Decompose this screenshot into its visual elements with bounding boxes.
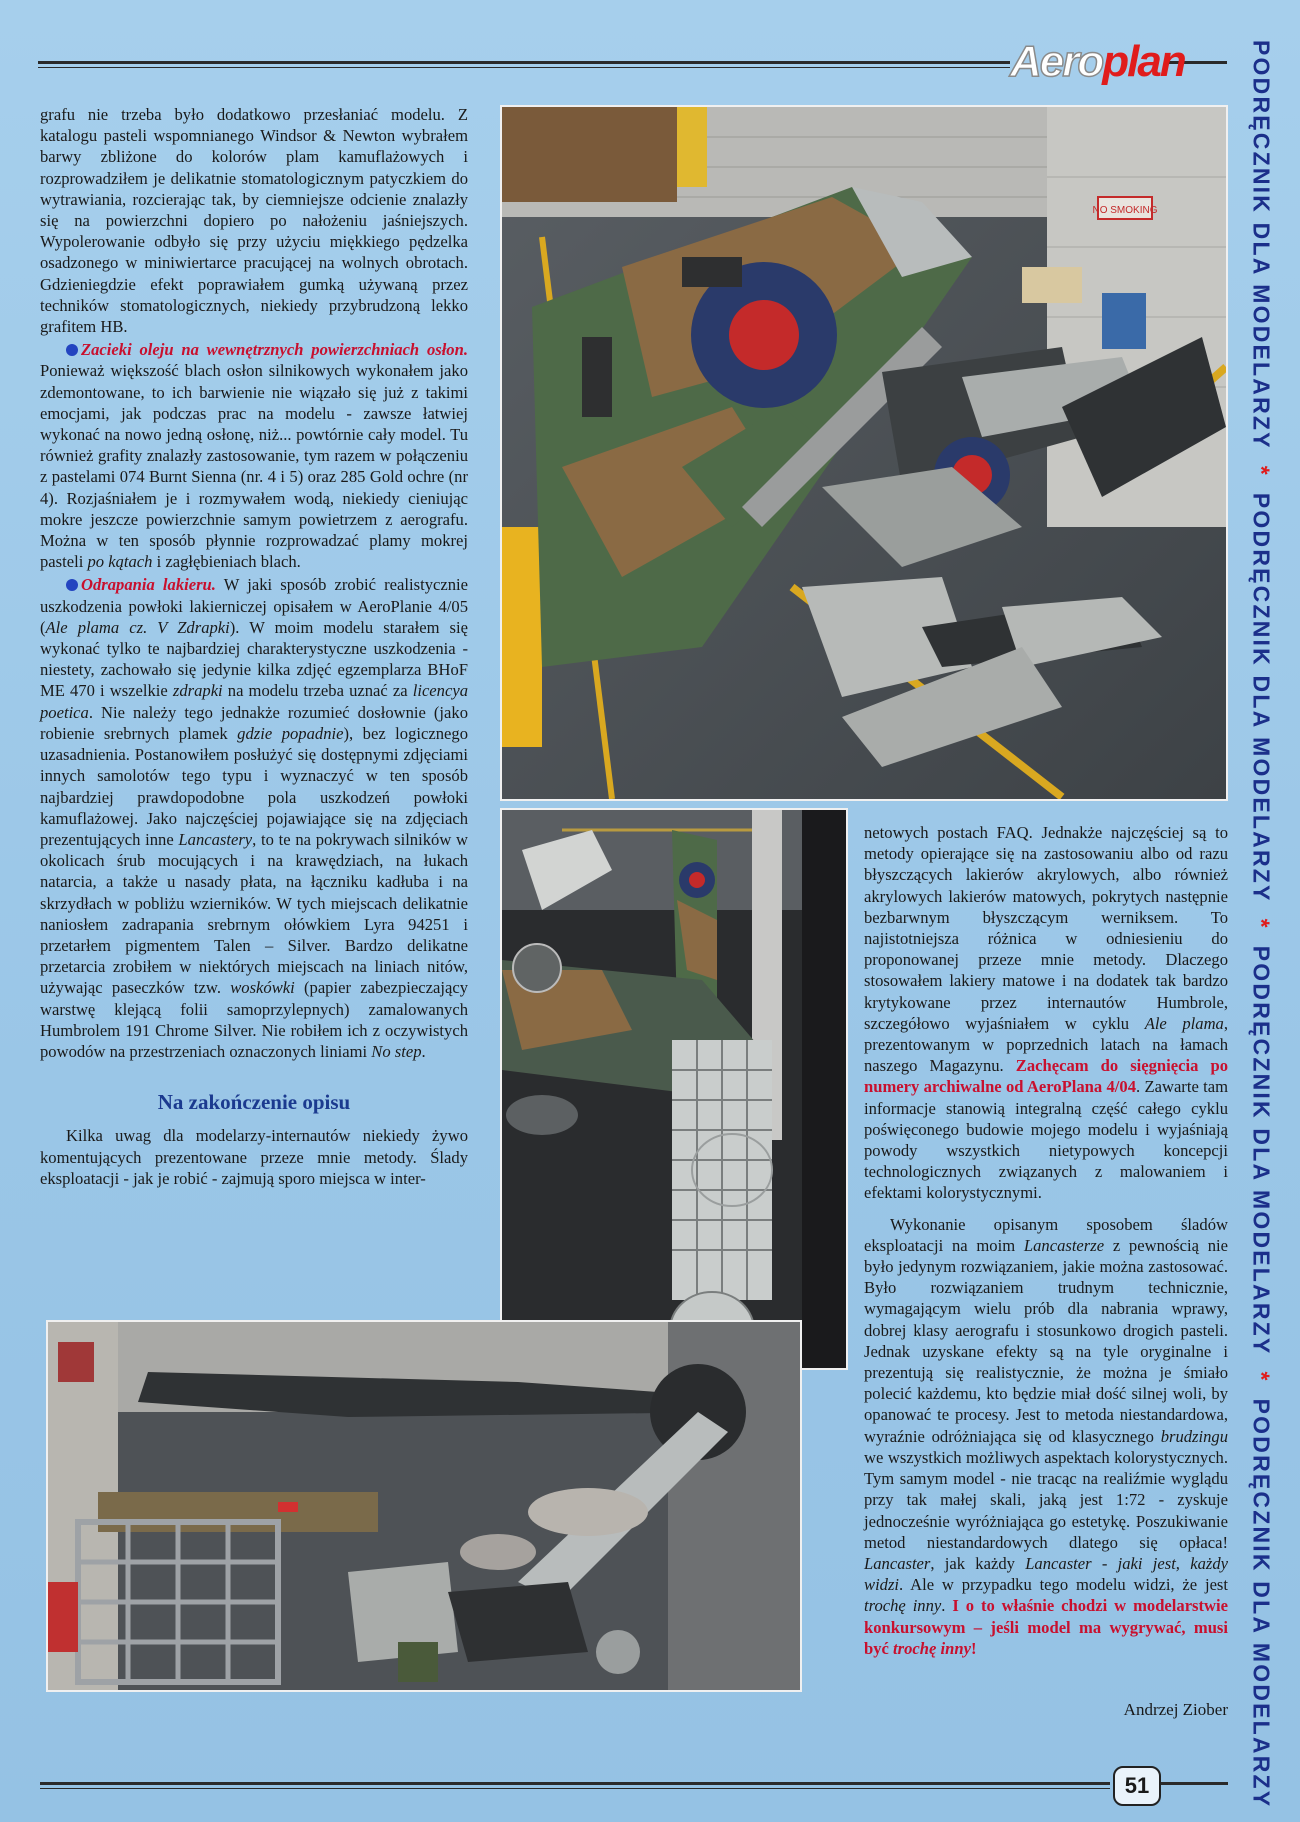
footer-rule-right	[1160, 1782, 1228, 1785]
photo-engine-equipment	[46, 1320, 802, 1692]
aeroplan-logo: Aeroplan	[1010, 37, 1185, 86]
page-number: 51	[1113, 1766, 1161, 1806]
section-heading: Odrapania lakieru.	[81, 575, 216, 595]
bullet-icon	[66, 344, 78, 356]
paragraph: grafu nie trzeba było dodatkowo przesłaniać modelu. Z katalogu pasteli wspomnianego Windsor & Newton wybrałem barwy zbliżone do kolorów plam kamuflażowych i rozprowadziłem je delikatnie stomatologicznym patyczkiem do wytrawiania, rozcierając tak, by ciemniejsze odcienie znalazły się na powierzchni dopiero po nałożeniu jaśniejszych. Wypolerowanie odbyło się przy użyciu miękkiego pędzelka osadzonego w miniwiertarce pracującej na wolnych obrotach. Gdzieniegdzie efekt poprawiałem gumką używaną przez techników stomatologicznych, niekiedy przybrudzoną lekko grafitem HB.	[40, 105, 468, 337]
section-heading: Zacieki oleju na wewnętrznych powierzchniach osłon.	[81, 340, 468, 360]
bullet-icon	[66, 579, 78, 591]
photo-wing-hangar-image	[502, 107, 1226, 799]
author-name: Andrzej Ziober	[1123, 1700, 1228, 1719]
header-rule-thin	[38, 67, 1010, 68]
sidebar-banner	[1236, 30, 1286, 1820]
no-smoking-sign: NO SMOKING	[1092, 205, 1158, 216]
photo-wing-skeleton	[500, 808, 848, 1370]
right-column	[864, 822, 1228, 1659]
paragraph: Kilka uwag dla modelarzy-internautów niekiedy żywo komentujących prezentowane przeze mnie metody. Ślady eksploatacji - jak je robić - zajmują sporo miejsca w inter-	[40, 1126, 468, 1188]
photo-wing-hangar	[500, 105, 1228, 801]
paragraph: Odrapania lakieru. W jaki sposób zrobić realistycznie uszkodzenia powłoki lakierniczej opisałem w AeroPlanie 4/05 (Ale plama cz. V Zdrapki). W moim modelu starałem się wykonać tylko te najbardziej charakterystyczne uszkodzenia - niestety, zachowało się jedynie kilka zdjęć egzemplarza BHoF ME 470 i wszelkie zdrapki na modelu trzeba uznać za licencya poetica. Nie należy tego jednakże rozumieć dosłownie (jako robienie srebrnych plamek gdzie popadnie), bez logicznego uzasadnienia. Postanowiłem posłużyć się dostępnymi zdjęciami innych samolotów tego typu i wyznaczyć w ten sposób najbardziej prawdopodobne pola uszkodzeń powłoki kamuflażowej. Jako najczęściej pojawiające się na zdjęciach prezentujących inne Lancastery, to te na pokrywach silników w okolicach śrub mocujących i na krawędziach, na łukach natarcia, a także u nasady płata, na łączniku kadłuba i na skrzydłach w pobliżu wzierników. W tych miejscach delikatnie naniosłem zadrapania srebrnym ołówkiem Lyra 94251 i przetarłem pigmentem Talen – Silver. Bardzo delikatne przetarcia zrobiłem w niektórych miejscach na liniach nitów, używając paseczków tzw. woskówki (papier zabezpieczający warstwę klejącą folii samoprzylepnych) zamalowanych Humbrolem 191 Chrome Silver. Nie robiłem ich z oczywistych powodów na przestrzeniach oznaczonych liniami No step.	[40, 575, 468, 1061]
header-rule	[38, 61, 1010, 64]
left-column	[40, 104, 468, 1189]
paragraph: Wykonanie opisanym sposobem śladów eksploatacji na moim Lancasterze z pewnością nie było jedynym rozwiązaniem, jakie można zastosować. Było rozwiązaniem trudnym technicznie, wymagającym wielu prób dla nabrania wprawy, dobrej klasy aerografu i stosunkowo drogich pasteli. Jednak uzyskane efekty są na tyle oryginalne i prezentują się realistycznie, że można je śmiało polecić każdemu, kto będzie miał dość silnej woli, by opanować te procesy. Jest to metoda niestandardowa, wyraźnie odróżniająca się od klasycznego brudzingu we wszystkich możliwych aspektach kolorystycznych. Tym samym model - nie tracąc na realiźmie wyglądu przy tak małej skali, jaką jest 1:72 - zyskuje jednocześnie wyróżniająca go estetykę. Poszukiwanie metod niestandardowych dlatego się opłaca! Lancaster, jak każdy Lancaster - jaki jest, każdy widzi. Ale w przypadku tego modelu widzi, że jest trochę inny. I o to właśnie chodzi w modelarstwie konkursowym – jeśli model ma wygrywać, musi być trochę inny!	[864, 1214, 1228, 1658]
footer-rule-thin	[40, 1788, 1110, 1789]
photo-wing-skeleton-image	[502, 810, 846, 1368]
paragraph: netowych postach FAQ. Jednakże najczęściej są to metody opierające się na zastosowaniu albo od razu błyszczących lakierów akrylowych, albo również akrylowych lakierów matowych, pokrytych następnie bezbarwnym błyszczącym werniksem. To najistotniejsza różnica w odniesieniu do proponowanej przeze mnie metody. Dlaczego stosowałem lakiery matowe i na dodatek tak bardzo krytykowane przez internautów Humbrole, szczegółowo wyjaśniałem w cyklu Ale plama, prezentowanym w poprzednich latach na łamach naszego Magazynu. Zachęcam do sięgnięcia po numery archiwalne od AeroPlana 4/04. Zawarte tam informacje stanowią integralną część całego cyklu poświęconego budowie mojego modelu i wyjaśniają powody wszystkich nietypowych koncepcji technologicznych związanych z malowaniem i efektami kolorystycznymi.	[864, 823, 1229, 1203]
paragraph: Zacieki oleju na wewnętrznych powierzchniach osłon. Ponieważ większość blach osłon silnikowych wykonałem jako zdemontowane, to ich barwienie nie wiązało się już z takimi emocjami, jak podczas prac na modelu - zawsze łatwiej wykonać na nowo jedną osłonę, niż... powtórnie cały model. Tu również grafity znalazły zastosowanie, tym razem w połączeniu z pastelami 074 Burnt Sienna (nr. 4 i 5) oraz 285 Gold ochre (nr 4). Rozjaśniałem je i rozmywałem wodą, niekiedy cieniując mokre jeszcze powierzchnie samym powietrzem z aerografu. Można w ten sposób płynnie rozprowadzać plamy mokrej pasteli po kątach i zagłębieniach blach.	[40, 340, 468, 572]
footer-rule	[40, 1782, 1110, 1785]
subheading: Na zakończenie opisu	[157, 1090, 351, 1115]
sidebar-banner-text: PODRĘCZNIK DLA MODELARZY*PODRĘCZNIK DLA MODELARZY*PODRĘCZNIK DLA MODELARZY*PODRĘCZNIK DLA MODELARZY	[1248, 40, 1275, 1809]
photo-engine-equipment-image	[48, 1322, 800, 1690]
